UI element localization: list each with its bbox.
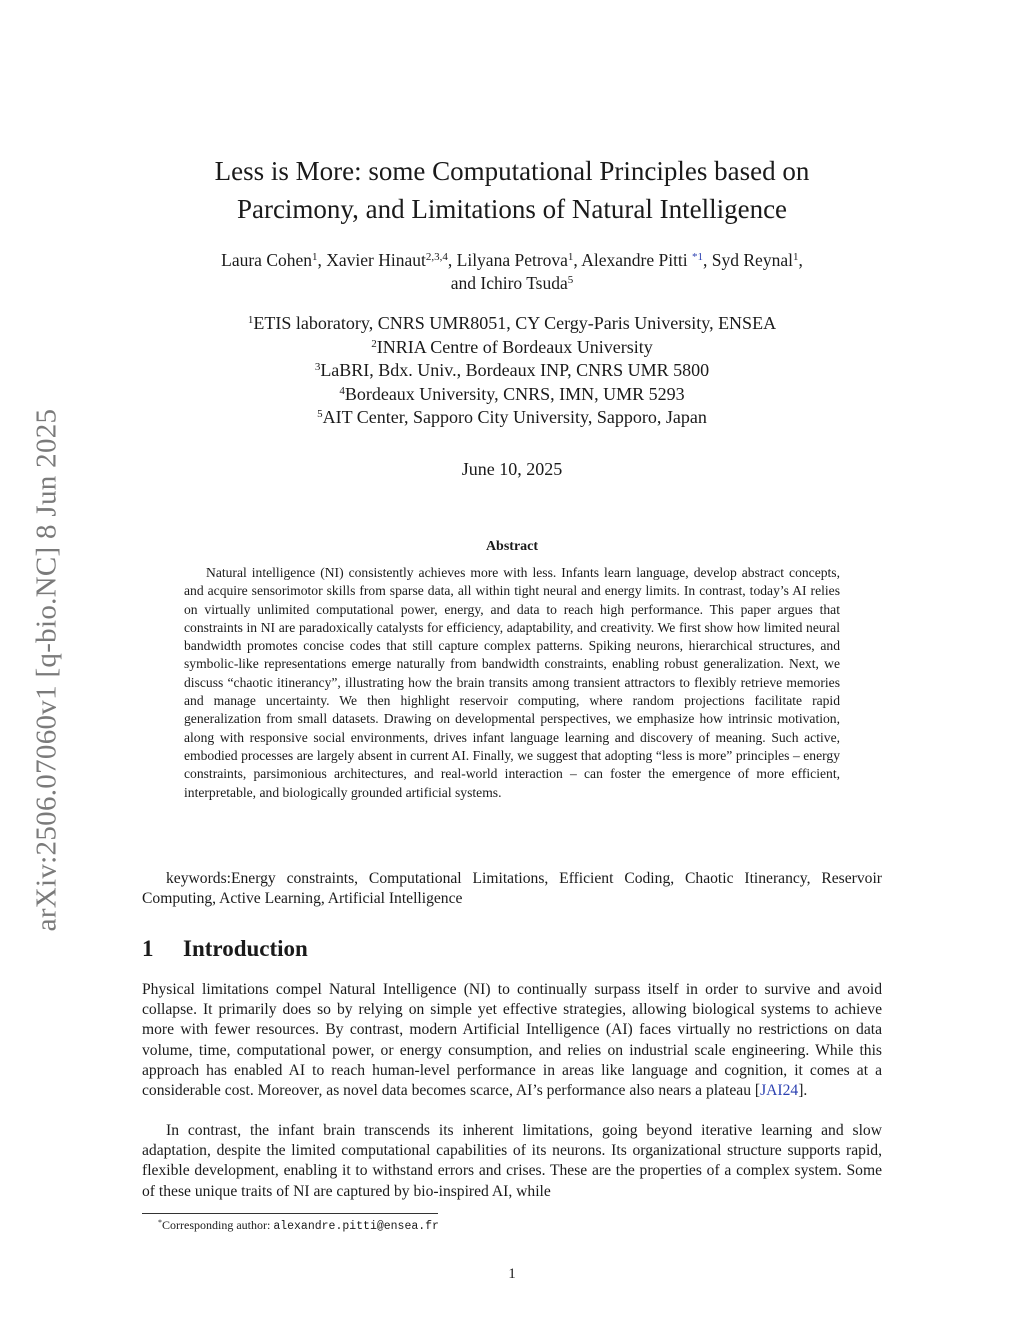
author-line-1: Laura Cohen$^1$, Xavier Hinaut$^{2,3,4}$, Lilyana Petrova$^1$, Alexandre Pitti $^{*1}$, Syd Reynal$^1$, <box>221 250 803 270</box>
author-name: Alexandre Pitti <box>581 250 688 270</box>
author-name: Laura Cohen <box>221 250 313 270</box>
author-line-2 <box>142 272 882 295</box>
title-line-1: Less is More: some Computational Principles based on <box>214 156 810 186</box>
paper-title <box>142 152 882 228</box>
affiliation-item: $^5$AIT Center, Sapporo City University, Sapporo, Japan <box>317 407 707 427</box>
affiliation-item: $^3$LaBRI, Bdx. Univ., Bordeaux INP, CNRS UMR 5800 <box>314 360 710 380</box>
affiliation-item: $^4$Bordeaux University, CNRS, IMN, UMR 5293 <box>339 383 685 404</box>
footnote-label: Corresponding author: <box>162 1218 271 1232</box>
affiliation-list <box>142 312 882 430</box>
arxiv-sidebar-stamp <box>22 370 72 970</box>
author-name: Xavier Hinaut <box>326 250 426 270</box>
footnote <box>158 1218 439 1233</box>
footnote-email[interactable]: alexandre.pitti@ensea.fr <box>273 1220 439 1233</box>
section-heading <box>142 936 308 962</box>
author-affil-mark: 1 <box>792 251 799 263</box>
section-number: 1 <box>142 936 154 961</box>
footnote-rule <box>142 1213 438 1214</box>
author-list <box>142 249 882 295</box>
affiliation-item: $^2$INRIA Centre of Bordeaux University <box>371 336 653 357</box>
footnote-mark: * <box>158 1218 162 1227</box>
section-title: Introduction <box>183 936 308 961</box>
author-name: Lilyana Petrova <box>456 250 568 270</box>
author-name: Ichiro Tsuda <box>480 273 568 293</box>
keywords: keywords:Energy constraints, Computational Limitations, Efficient Coding, Chaotic Itinerancy, Reservoir Computing, Active Learning, Artificial Intelligence <box>142 870 882 907</box>
corresponding-author-link[interactable]: *1 <box>692 251 704 263</box>
citation-link[interactable]: JAI24 <box>760 1082 799 1100</box>
affiliation-item: $^1$ETIS laboratory, CNRS UMR8051, CY Cergy-Paris University, ENSEA <box>247 313 777 333</box>
title-line-2: Parcimony, and Limitations of Natural Intelligence <box>236 194 788 224</box>
author-name: Syd Reynal <box>711 250 793 270</box>
author-conjunction: and <box>450 273 476 293</box>
author-affil-mark: 1 <box>567 251 574 263</box>
abstract-heading: Abstract <box>485 539 539 554</box>
author-affil-mark: 5 <box>567 274 574 286</box>
publication-date: June 10, 2025 <box>461 459 563 479</box>
author-affil-mark: 2,3,4 <box>425 251 448 263</box>
arxiv-identifier: arXiv:2506.07060v1 [q-bio.NC] 8 Jun 2025 <box>30 408 63 932</box>
body-paragraph: In contrast, the infant brain transcends its inherent limitations, going beyond iterative learning and slow adaptation, despite the limited computational capabilities of its neurons. Its organizational structure supports rapid, flexible development, enabling it to withstand errors and crises. These are the properties of a complex system. Some of these unique traits of NI are captured by bio-inspired AI, while <box>142 1122 882 1200</box>
body-paragraph: Physical limitations compel Natural Intelligence (NI) to continually surpass itself in order to survive and avoid collapse. It primarily does so by relying on simple yet effective strategies, allowing biological systems to achieve more with fewer resources. By contrast, modern Artificial Intelligence (AI) faces virtually no restrictions on data volume, time, computational power, or energy consumption, and relies on industrial scale engineering. While this approach has enabled AI to reach human-level performance in areas like language and cognition, it comes at a considerable cost. Moreover, as novel data becomes scarce, AI’s performance also nears a plateau [JAI24]. <box>142 981 882 1100</box>
abstract-text: Natural intelligence (NI) consistently achieves more with less. Infants learn language, develop abstract concepts, and acquire sensorimotor skills from sparse data, all within tight neural and energy limits. In contrast, today’s AI relies on virtually unlimited computational power, energy, and data to reach high performance. This paper argues that constraints in NI are paradoxically catalysts for efficiency, adaptability, and creativity. We first show how limited neural bandwidth promotes concise codes that still capture complex patterns. Spiking neurons, hierarchical structures, and symbolic-like representations emerge naturally from bandwidth constraints, enabling robust generalization. Next, we discuss “chaotic itinerancy”, illustrating how the brain transits among transient attractors to flexibly retrieve memories and manage uncertainty. We then highlight reservoir computing, where random projections facilitate rapid generalization from small datasets. Drawing on developmental perspectives, we emphasize how intrinsic motivation, along with responsive social environments, drives infant language learning and discovery of meaning. Such active, embodied processes are largely absent in current AI. Finally, we suggest that adopting “less is more” principles – energy constraints, parsimonious architectures, and real-world interaction – can foster the emergence of more efficient, interpretable, and biologically grounded artificial systems. <box>184 565 840 800</box>
page-number: 1 <box>508 1266 516 1282</box>
author-affil-mark: 1 <box>312 251 318 263</box>
